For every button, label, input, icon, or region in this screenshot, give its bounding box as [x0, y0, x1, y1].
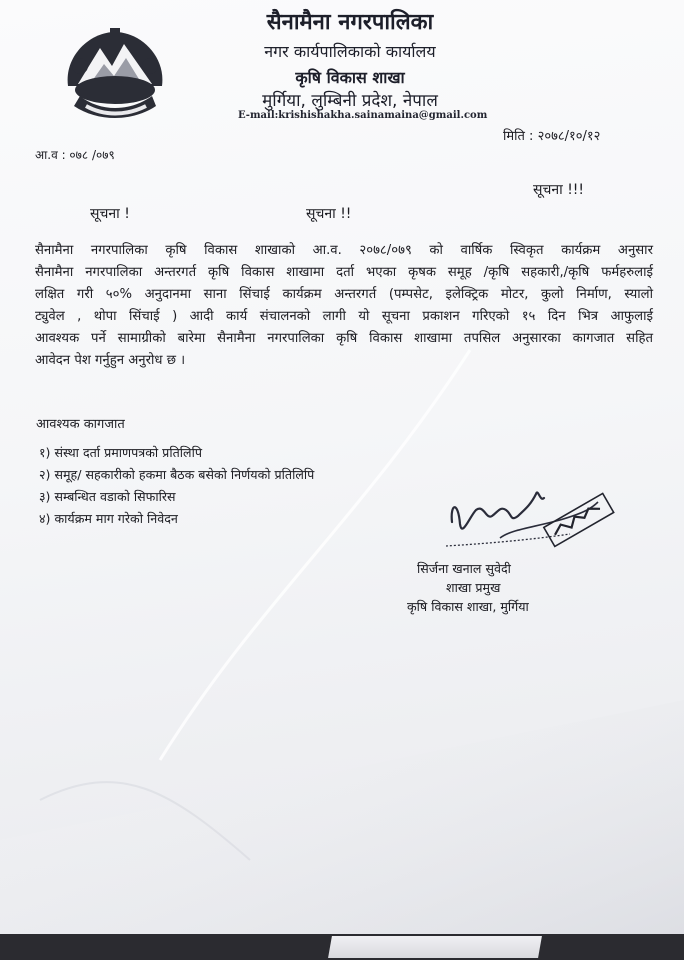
required-doc-item: ३) सम्बन्धित वडाको सिफारिस: [39, 489, 176, 504]
office-name: नगर कार्यपालिकाको कार्यालय: [264, 42, 436, 61]
required-doc-item: १) संस्था दर्ता प्रमाणपत्रको प्रतिलिपि: [39, 445, 202, 460]
section-name: कृषि विकास शाखा: [295, 68, 405, 87]
municipality-name: सैनामैना नगरपालिका: [266, 10, 434, 35]
photo-background-edge: [0, 934, 684, 960]
signatory-office: कृषि विकास शाखा, मुर्गिया: [407, 599, 529, 614]
notice-heading-3: सूचना !!!: [533, 182, 585, 198]
body-line: आवेदन पेश गर्नुहुन अनुरोध छ ।: [35, 353, 186, 368]
nepal-emblem-logo: [60, 26, 170, 118]
signatory-title: शाखा प्रमुख: [446, 580, 501, 595]
issue-date: मिति : २०७८/१०/१२: [503, 129, 601, 144]
notice-heading-2: सूचना !!: [306, 206, 352, 222]
underlying-paper-sliver: [328, 936, 542, 958]
office-email: E-mail:krishishakha.sainamaina@gmail.com: [238, 110, 488, 121]
body-line: सैनामैना नगरपालिका अन्तरगर्त कृषि विकास शाखामा दर्ता भएका कृषक समूह /कृषि सहकारी,/कृषि फर्महरुलाई: [35, 265, 653, 280]
fiscal-year: आ.व : ०७८ /०७९: [35, 148, 115, 162]
body-line: आवश्यक पर्ने सामाग्रीको बारेमा सैनामैना नगरपालिका कृषि विकास शाखामा तपसिल अनुसारका कागजात सहित: [35, 331, 653, 346]
signatory-name: सिर्जना खनाल सुवेदी: [417, 561, 511, 576]
notice-heading-1: सूचना !: [90, 206, 130, 222]
required-doc-item: ४) कार्यक्रम माग गरेको निवेदन: [39, 511, 178, 526]
handwritten-signature: [440, 476, 630, 556]
body-line: लक्षित गरी ५०% अनुदानमा साना सिंचाई कार्यक्रम अन्तरगर्त (पम्पसेट, इलेक्ट्रिक मोटर, कुलो निर्माण, स्यालो: [35, 287, 653, 302]
office-address: मुर्गिया, लुम्बिनी प्रदेश, नेपाल: [262, 91, 438, 111]
required-docs-title: आवश्यक कागजात: [36, 417, 125, 432]
body-line: ट्युवेल , थोपा सिंचाई ) आदी कार्य संचालनको लागी यो सूचना प्रकाशन गरिएको १५ दिन भित्र आफुलाई: [35, 309, 653, 324]
required-docs-list: [39, 442, 314, 530]
notice-body: [35, 240, 653, 372]
required-doc-item: २) समूह/ सहकारीको हकमा बैठक बसेको निर्णयको प्रतिलिपि: [39, 467, 315, 482]
body-line: सैनामैना नगरपालिका कृषि विकास शाखाको आ.व. २०७८/०७९ को वार्षिक स्विकृत कार्यक्रम अनुसार: [35, 243, 653, 258]
